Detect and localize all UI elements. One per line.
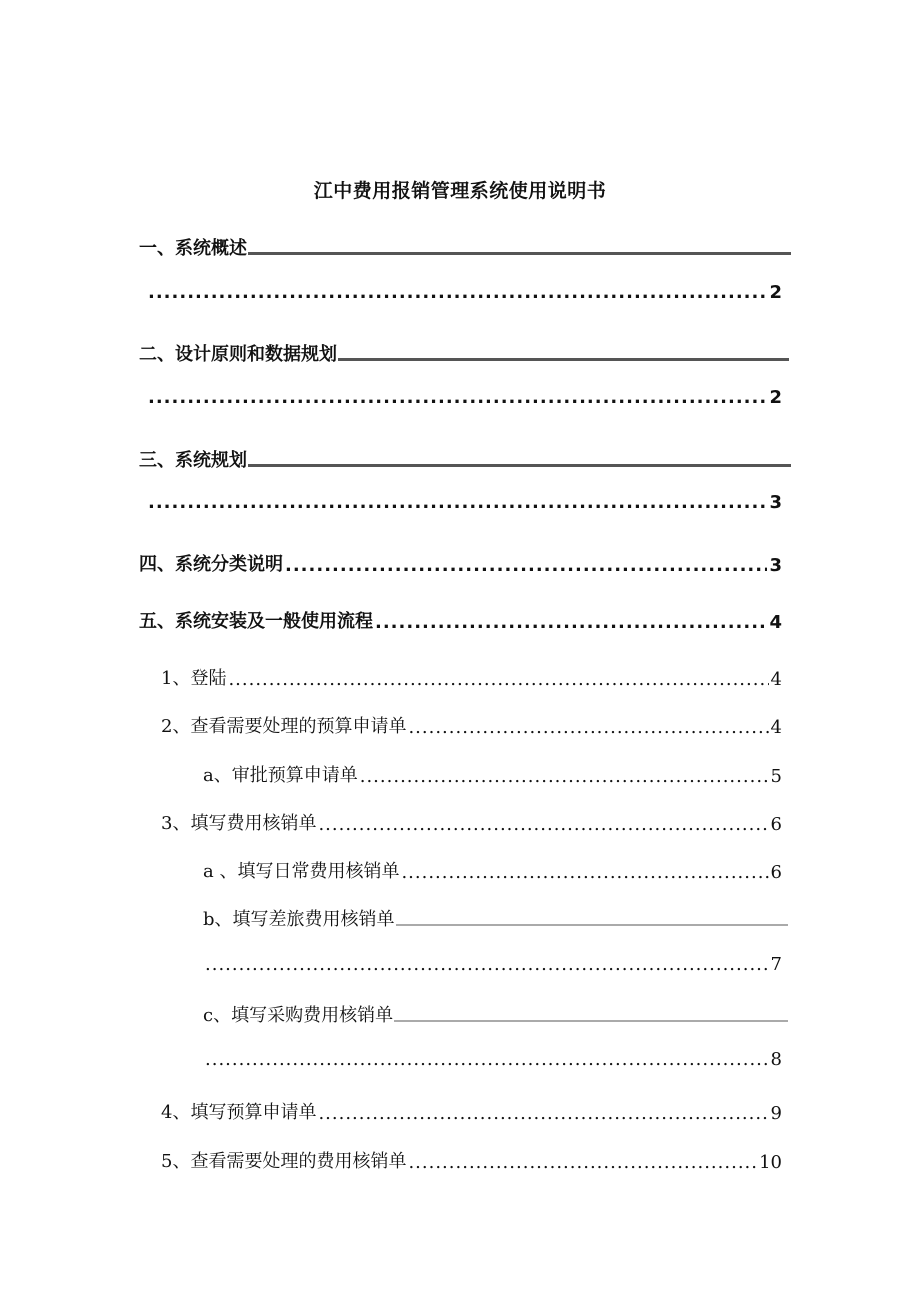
toc-leader xyxy=(205,954,769,975)
toc-entry-label: 2、查看需要处理的预算申请单 xyxy=(161,716,407,737)
toc-entry-page: 4 xyxy=(770,717,782,738)
toc-entry[interactable] xyxy=(139,607,782,633)
toc-entry-label: a 、填写日常费用核销单 xyxy=(203,861,400,882)
toc-entry[interactable] xyxy=(203,857,782,883)
toc-entry-label: 5、查看需要处理的费用核销单 xyxy=(161,1151,407,1172)
toc-entry-label: 三、系统规划 xyxy=(139,450,247,471)
toc-entry[interactable] xyxy=(139,550,782,576)
toc-entry-page: 4 xyxy=(769,612,782,633)
toc-entry[interactable] xyxy=(139,340,789,366)
toc-leader xyxy=(205,1049,769,1070)
toc-entry-page: 5 xyxy=(770,766,782,787)
toc-entry-continuation[interactable] xyxy=(146,282,782,303)
toc-leader xyxy=(360,766,769,787)
toc-leader xyxy=(318,814,768,835)
toc-entry-label: 3、填写费用核销单 xyxy=(161,813,317,834)
toc-underline xyxy=(248,464,791,467)
toc-entry[interactable] xyxy=(139,446,791,472)
toc-entry-label: a、审批预算申请单 xyxy=(203,765,358,786)
toc-entry-label: 四、系统分类说明 xyxy=(139,554,283,575)
toc-entry-continuation[interactable] xyxy=(146,387,782,408)
toc-leader xyxy=(408,717,768,738)
toc-leader xyxy=(401,862,768,883)
toc-entry[interactable] xyxy=(139,234,791,260)
toc-leader xyxy=(408,1152,757,1173)
toc-entry[interactable] xyxy=(203,1001,788,1027)
toc-entry[interactable] xyxy=(203,905,788,931)
toc-underline xyxy=(394,1020,788,1022)
toc-leader xyxy=(318,1103,768,1124)
toc-underline xyxy=(248,252,791,255)
toc-entry-page: 3 xyxy=(769,555,782,576)
document-title: 江中费用报销管理系统使用说明书 xyxy=(313,180,607,202)
toc-entry-label: 二、设计原则和数据规划 xyxy=(139,344,337,365)
toc-entry-page: 2 xyxy=(769,387,782,408)
toc-entry-label: 一、系统概述 xyxy=(139,238,247,259)
toc-leader xyxy=(375,612,767,633)
toc-entry-page: 10 xyxy=(759,1152,782,1173)
toc-leader xyxy=(148,492,767,513)
toc-leader xyxy=(148,282,767,303)
toc-entry-label: b、填写差旅费用核销单 xyxy=(203,909,395,930)
toc-entry-page: 6 xyxy=(770,814,782,835)
toc-entry-continuation[interactable] xyxy=(203,954,782,975)
toc-underline xyxy=(338,358,789,361)
toc-entry[interactable] xyxy=(161,1147,782,1173)
toc-entry-page: 8 xyxy=(770,1049,782,1070)
toc-entry[interactable] xyxy=(161,664,782,690)
toc-entry-page: 6 xyxy=(770,862,782,883)
toc-entry-label: 4、填写预算申请单 xyxy=(161,1102,317,1123)
toc-entry[interactable] xyxy=(203,761,782,787)
toc-entry[interactable] xyxy=(161,809,782,835)
toc-entry[interactable] xyxy=(161,712,782,738)
toc-leader xyxy=(148,387,767,408)
toc-leader xyxy=(228,669,768,690)
toc-entry-label: c、填写采购费用核销单 xyxy=(203,1005,394,1026)
toc-entry-label: 1、登陆 xyxy=(161,668,227,689)
toc-entry-page: 3 xyxy=(769,492,782,513)
toc-entry-page: 2 xyxy=(769,282,782,303)
toc-entry-continuation[interactable] xyxy=(146,492,782,513)
toc-underline xyxy=(396,924,788,926)
toc-entry-continuation[interactable] xyxy=(203,1049,782,1070)
toc-entry-page: 9 xyxy=(770,1103,782,1124)
toc-entry-label: 五、系统安装及一般使用流程 xyxy=(139,611,373,632)
toc-entry-page: 4 xyxy=(770,669,782,690)
toc-leader xyxy=(285,555,767,576)
toc-entry-page: 7 xyxy=(770,954,782,975)
toc-entry[interactable] xyxy=(161,1098,782,1124)
